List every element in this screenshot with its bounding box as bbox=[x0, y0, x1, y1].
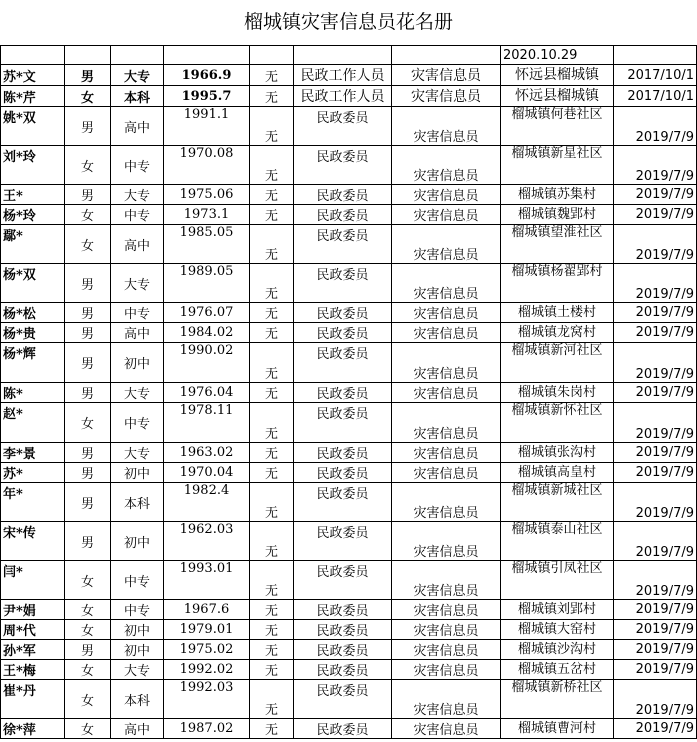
member-birth: 1975.02 bbox=[164, 640, 250, 660]
member-unit: 榴城镇新城社区 bbox=[501, 483, 614, 522]
member-unit: 榴城镇魏郢村 bbox=[501, 205, 614, 225]
member-other: 无 bbox=[250, 443, 294, 463]
member-name: 李*景 bbox=[1, 443, 65, 463]
member-role: 民政委员 bbox=[294, 463, 392, 483]
header-date: 2020.10.29 bbox=[501, 46, 614, 65]
table-row bbox=[1, 561, 697, 600]
member-role: 民政委员 bbox=[294, 146, 392, 185]
member-unit: 榴城镇望淮社区 bbox=[501, 225, 614, 264]
member-unit: 榴城镇龙窝村 bbox=[501, 323, 614, 343]
member-role: 民政委员 bbox=[294, 403, 392, 443]
member-role: 民政委员 bbox=[294, 323, 392, 343]
member-other: 无 bbox=[250, 225, 294, 264]
member-education: 本科 bbox=[111, 86, 164, 107]
table-row bbox=[1, 403, 697, 443]
member-date: 2019/7/9 bbox=[614, 205, 697, 225]
member-birth: 1970.08 bbox=[164, 146, 250, 185]
table-row bbox=[1, 146, 697, 185]
member-role: 民政委员 bbox=[294, 185, 392, 205]
member-date: 2017/10/1 bbox=[614, 86, 697, 107]
member-date: 2019/7/9 bbox=[614, 185, 697, 205]
member-other: 无 bbox=[250, 640, 294, 660]
member-name: 苏*文 bbox=[1, 65, 65, 86]
member-role: 民政工作人员 bbox=[294, 65, 392, 86]
table-row bbox=[1, 443, 697, 463]
member-gender: 女 bbox=[65, 561, 111, 600]
member-birth: 1967.6 bbox=[164, 600, 250, 620]
member-other: 无 bbox=[250, 205, 294, 225]
member-gender: 女 bbox=[65, 205, 111, 225]
member-other: 无 bbox=[250, 107, 294, 146]
member-other: 无 bbox=[250, 86, 294, 107]
member-name: 闫* bbox=[1, 561, 65, 600]
member-education: 大专 bbox=[111, 65, 164, 86]
member-post: 灾害信息员 bbox=[392, 205, 501, 225]
member-unit: 榴城镇大窑村 bbox=[501, 620, 614, 640]
member-date: 2019/7/9 bbox=[614, 107, 697, 146]
member-post: 灾害信息员 bbox=[392, 65, 501, 86]
member-date: 2019/7/9 bbox=[614, 443, 697, 463]
member-birth: 1976.07 bbox=[164, 303, 250, 323]
member-role: 民政委员 bbox=[294, 600, 392, 620]
member-other: 无 bbox=[250, 463, 294, 483]
member-education: 中专 bbox=[111, 205, 164, 225]
member-other: 无 bbox=[250, 483, 294, 522]
member-date: 2019/7/9 bbox=[614, 343, 697, 383]
member-education: 初中 bbox=[111, 640, 164, 660]
member-role: 民政委员 bbox=[294, 640, 392, 660]
table-row bbox=[1, 620, 697, 640]
member-birth: 1975.06 bbox=[164, 185, 250, 205]
table-row bbox=[1, 323, 697, 343]
member-unit: 榴城镇泰山社区 bbox=[501, 522, 614, 561]
member-name: 陈* bbox=[1, 383, 65, 403]
table-row bbox=[1, 640, 697, 660]
member-other: 无 bbox=[250, 680, 294, 719]
table-row bbox=[1, 65, 697, 86]
table-row bbox=[1, 383, 697, 403]
member-date: 2019/7/9 bbox=[614, 640, 697, 660]
member-gender: 男 bbox=[65, 303, 111, 323]
member-name: 苏* bbox=[1, 463, 65, 483]
member-role: 民政委员 bbox=[294, 443, 392, 463]
member-education: 大专 bbox=[111, 264, 164, 303]
table-row bbox=[1, 719, 697, 739]
member-name: 宋*传 bbox=[1, 522, 65, 561]
member-date: 2019/7/9 bbox=[614, 303, 697, 323]
member-role: 民政委员 bbox=[294, 383, 392, 403]
member-date: 2019/7/9 bbox=[614, 264, 697, 303]
member-birth: 1990.02 bbox=[164, 343, 250, 383]
member-role: 民政工作人员 bbox=[294, 86, 392, 107]
member-birth: 1991.1 bbox=[164, 107, 250, 146]
member-role: 民政委员 bbox=[294, 719, 392, 739]
member-birth: 1979.01 bbox=[164, 620, 250, 640]
member-gender: 男 bbox=[65, 65, 111, 86]
member-gender: 女 bbox=[65, 680, 111, 719]
member-other: 无 bbox=[250, 146, 294, 185]
member-post: 灾害信息员 bbox=[392, 600, 501, 620]
member-other: 无 bbox=[250, 600, 294, 620]
member-name: 杨*双 bbox=[1, 264, 65, 303]
member-name: 刘*玲 bbox=[1, 146, 65, 185]
member-education: 中专 bbox=[111, 403, 164, 443]
member-post: 灾害信息员 bbox=[392, 343, 501, 383]
member-gender: 男 bbox=[65, 522, 111, 561]
member-date: 2019/7/9 bbox=[614, 522, 697, 561]
member-post: 灾害信息员 bbox=[392, 561, 501, 600]
table-row bbox=[1, 107, 697, 146]
header-row bbox=[1, 46, 697, 65]
member-unit: 榴城镇新桥社区 bbox=[501, 680, 614, 719]
member-other: 无 bbox=[250, 343, 294, 383]
table-row bbox=[1, 185, 697, 205]
member-birth: 1982.4 bbox=[164, 483, 250, 522]
member-post: 灾害信息员 bbox=[392, 660, 501, 680]
member-gender: 女 bbox=[65, 403, 111, 443]
member-unit: 榴城镇土楼村 bbox=[501, 303, 614, 323]
member-education: 高中 bbox=[111, 323, 164, 343]
member-name: 周*代 bbox=[1, 620, 65, 640]
member-unit: 榴城镇新星社区 bbox=[501, 146, 614, 185]
member-date: 2017/10/1 bbox=[614, 65, 697, 86]
member-name: 杨*玲 bbox=[1, 205, 65, 225]
member-gender: 男 bbox=[65, 483, 111, 522]
member-name: 王*梅 bbox=[1, 660, 65, 680]
member-unit: 榴城镇新怀社区 bbox=[501, 403, 614, 443]
member-gender: 男 bbox=[65, 343, 111, 383]
member-role: 民政委员 bbox=[294, 660, 392, 680]
member-name: 尹*娟 bbox=[1, 600, 65, 620]
member-role: 民政委员 bbox=[294, 483, 392, 522]
member-post: 灾害信息员 bbox=[392, 403, 501, 443]
member-role: 民政委员 bbox=[294, 264, 392, 303]
member-education: 中专 bbox=[111, 146, 164, 185]
table-row bbox=[1, 660, 697, 680]
member-role: 民政委员 bbox=[294, 620, 392, 640]
member-post: 灾害信息员 bbox=[392, 680, 501, 719]
member-birth: 1976.04 bbox=[164, 383, 250, 403]
member-date: 2019/7/9 bbox=[614, 323, 697, 343]
member-post: 灾害信息员 bbox=[392, 522, 501, 561]
member-other: 无 bbox=[250, 561, 294, 600]
member-role: 民政委员 bbox=[294, 225, 392, 264]
member-post: 灾害信息员 bbox=[392, 303, 501, 323]
page-title: 榴城镇灾害信息员花名册 bbox=[243, 11, 453, 33]
member-birth: 1973.1 bbox=[164, 205, 250, 225]
member-role: 民政委员 bbox=[294, 561, 392, 600]
member-education: 高中 bbox=[111, 107, 164, 146]
member-birth: 1992.02 bbox=[164, 660, 250, 680]
member-education: 本科 bbox=[111, 483, 164, 522]
member-name: 王* bbox=[1, 185, 65, 205]
member-unit: 榴城镇刘郢村 bbox=[501, 600, 614, 620]
member-education: 中专 bbox=[111, 600, 164, 620]
member-name: 杨*松 bbox=[1, 303, 65, 323]
member-birth: 1978.11 bbox=[164, 403, 250, 443]
table-row bbox=[1, 264, 697, 303]
member-education: 本科 bbox=[111, 680, 164, 719]
member-unit: 榴城镇何巷社区 bbox=[501, 107, 614, 146]
member-post: 灾害信息员 bbox=[392, 620, 501, 640]
member-gender: 男 bbox=[65, 383, 111, 403]
member-unit: 榴城镇朱岗村 bbox=[501, 383, 614, 403]
table-row bbox=[1, 205, 697, 225]
member-name: 孙*军 bbox=[1, 640, 65, 660]
member-unit: 榴城镇曹河村 bbox=[501, 719, 614, 739]
member-date: 2019/7/9 bbox=[614, 719, 697, 739]
member-unit: 榴城镇高皇村 bbox=[501, 463, 614, 483]
member-other: 无 bbox=[250, 383, 294, 403]
member-name: 崔*丹 bbox=[1, 680, 65, 719]
member-post: 灾害信息员 bbox=[392, 463, 501, 483]
member-date: 2019/7/9 bbox=[614, 660, 697, 680]
member-birth: 1963.02 bbox=[164, 443, 250, 463]
member-role: 民政委员 bbox=[294, 343, 392, 383]
member-birth: 1992.03 bbox=[164, 680, 250, 719]
member-gender: 男 bbox=[65, 323, 111, 343]
member-education: 初中 bbox=[111, 522, 164, 561]
member-other: 无 bbox=[250, 264, 294, 303]
member-post: 灾害信息员 bbox=[392, 719, 501, 739]
member-education: 高中 bbox=[111, 719, 164, 739]
member-other: 无 bbox=[250, 719, 294, 739]
member-birth: 1985.05 bbox=[164, 225, 250, 264]
member-gender: 男 bbox=[65, 640, 111, 660]
member-date: 2019/7/9 bbox=[614, 225, 697, 264]
member-post: 灾害信息员 bbox=[392, 483, 501, 522]
member-unit: 榴城镇苏集村 bbox=[501, 185, 614, 205]
table-row bbox=[1, 86, 697, 107]
member-post: 灾害信息员 bbox=[392, 640, 501, 660]
member-gender: 男 bbox=[65, 264, 111, 303]
member-name: 鄢* bbox=[1, 225, 65, 264]
member-date: 2019/7/9 bbox=[614, 680, 697, 719]
member-education: 高中 bbox=[111, 225, 164, 264]
member-gender: 男 bbox=[65, 463, 111, 483]
table-row bbox=[1, 483, 697, 522]
member-education: 大专 bbox=[111, 383, 164, 403]
member-gender: 男 bbox=[65, 443, 111, 463]
member-post: 灾害信息员 bbox=[392, 185, 501, 205]
member-birth: 1970.04 bbox=[164, 463, 250, 483]
member-gender: 女 bbox=[65, 620, 111, 640]
member-post: 灾害信息员 bbox=[392, 107, 501, 146]
table-row bbox=[1, 680, 697, 719]
member-unit: 榴城镇新河社区 bbox=[501, 343, 614, 383]
table-row bbox=[1, 463, 697, 483]
member-post: 灾害信息员 bbox=[392, 264, 501, 303]
member-education: 大专 bbox=[111, 660, 164, 680]
member-date: 2019/7/9 bbox=[614, 600, 697, 620]
member-gender: 男 bbox=[65, 107, 111, 146]
member-unit: 怀远县榴城镇 bbox=[501, 86, 614, 107]
member-education: 初中 bbox=[111, 463, 164, 483]
member-unit: 榴城镇引凤社区 bbox=[501, 561, 614, 600]
member-other: 无 bbox=[250, 522, 294, 561]
table-row bbox=[1, 303, 697, 323]
member-post: 灾害信息员 bbox=[392, 86, 501, 107]
member-birth: 1966.9 bbox=[164, 65, 250, 86]
member-name: 年* bbox=[1, 483, 65, 522]
member-birth: 1995.7 bbox=[164, 86, 250, 107]
roster-table bbox=[0, 45, 697, 739]
member-post: 灾害信息员 bbox=[392, 225, 501, 264]
member-education: 大专 bbox=[111, 185, 164, 205]
member-role: 民政委员 bbox=[294, 303, 392, 323]
member-unit: 榴城镇杨翟郢村 bbox=[501, 264, 614, 303]
table-row bbox=[1, 225, 697, 264]
table-row bbox=[1, 600, 697, 620]
member-education: 初中 bbox=[111, 343, 164, 383]
member-birth: 1987.02 bbox=[164, 719, 250, 739]
member-name: 赵* bbox=[1, 403, 65, 443]
member-birth: 1984.02 bbox=[164, 323, 250, 343]
member-education: 中专 bbox=[111, 561, 164, 600]
roster-body bbox=[1, 46, 697, 739]
member-role: 民政委员 bbox=[294, 107, 392, 146]
table-row bbox=[1, 522, 697, 561]
member-post: 灾害信息员 bbox=[392, 383, 501, 403]
member-date: 2019/7/9 bbox=[614, 463, 697, 483]
member-gender: 男 bbox=[65, 185, 111, 205]
member-date: 2019/7/9 bbox=[614, 561, 697, 600]
member-gender: 女 bbox=[65, 225, 111, 264]
member-role: 民政委员 bbox=[294, 680, 392, 719]
member-birth: 1962.03 bbox=[164, 522, 250, 561]
member-date: 2019/7/9 bbox=[614, 146, 697, 185]
member-other: 无 bbox=[250, 660, 294, 680]
member-date: 2019/7/9 bbox=[614, 483, 697, 522]
member-gender: 女 bbox=[65, 600, 111, 620]
member-other: 无 bbox=[250, 65, 294, 86]
member-other: 无 bbox=[250, 303, 294, 323]
member-post: 灾害信息员 bbox=[392, 146, 501, 185]
member-name: 姚*双 bbox=[1, 107, 65, 146]
member-gender: 女 bbox=[65, 146, 111, 185]
member-date: 2019/7/9 bbox=[614, 383, 697, 403]
member-education: 初中 bbox=[111, 620, 164, 640]
member-name: 杨*辉 bbox=[1, 343, 65, 383]
member-post: 灾害信息员 bbox=[392, 323, 501, 343]
member-gender: 女 bbox=[65, 660, 111, 680]
member-date: 2019/7/9 bbox=[614, 620, 697, 640]
member-name: 杨*贵 bbox=[1, 323, 65, 343]
member-birth: 1993.01 bbox=[164, 561, 250, 600]
member-gender: 女 bbox=[65, 719, 111, 739]
table-row bbox=[1, 343, 697, 383]
member-name: 徐*萍 bbox=[1, 719, 65, 739]
member-other: 无 bbox=[250, 323, 294, 343]
member-other: 无 bbox=[250, 620, 294, 640]
member-unit: 榴城镇张沟村 bbox=[501, 443, 614, 463]
member-unit: 榴城镇五岔村 bbox=[501, 660, 614, 680]
member-education: 大专 bbox=[111, 443, 164, 463]
member-other: 无 bbox=[250, 185, 294, 205]
member-unit: 榴城镇沙沟村 bbox=[501, 640, 614, 660]
member-date: 2019/7/9 bbox=[614, 403, 697, 443]
member-post: 灾害信息员 bbox=[392, 443, 501, 463]
member-unit: 怀远县榴城镇 bbox=[501, 65, 614, 86]
member-birth: 1989.05 bbox=[164, 264, 250, 303]
member-education: 中专 bbox=[111, 303, 164, 323]
member-other: 无 bbox=[250, 403, 294, 443]
member-gender: 女 bbox=[65, 86, 111, 107]
member-name: 陈*芹 bbox=[1, 86, 65, 107]
member-role: 民政委员 bbox=[294, 522, 392, 561]
member-role: 民政委员 bbox=[294, 205, 392, 225]
